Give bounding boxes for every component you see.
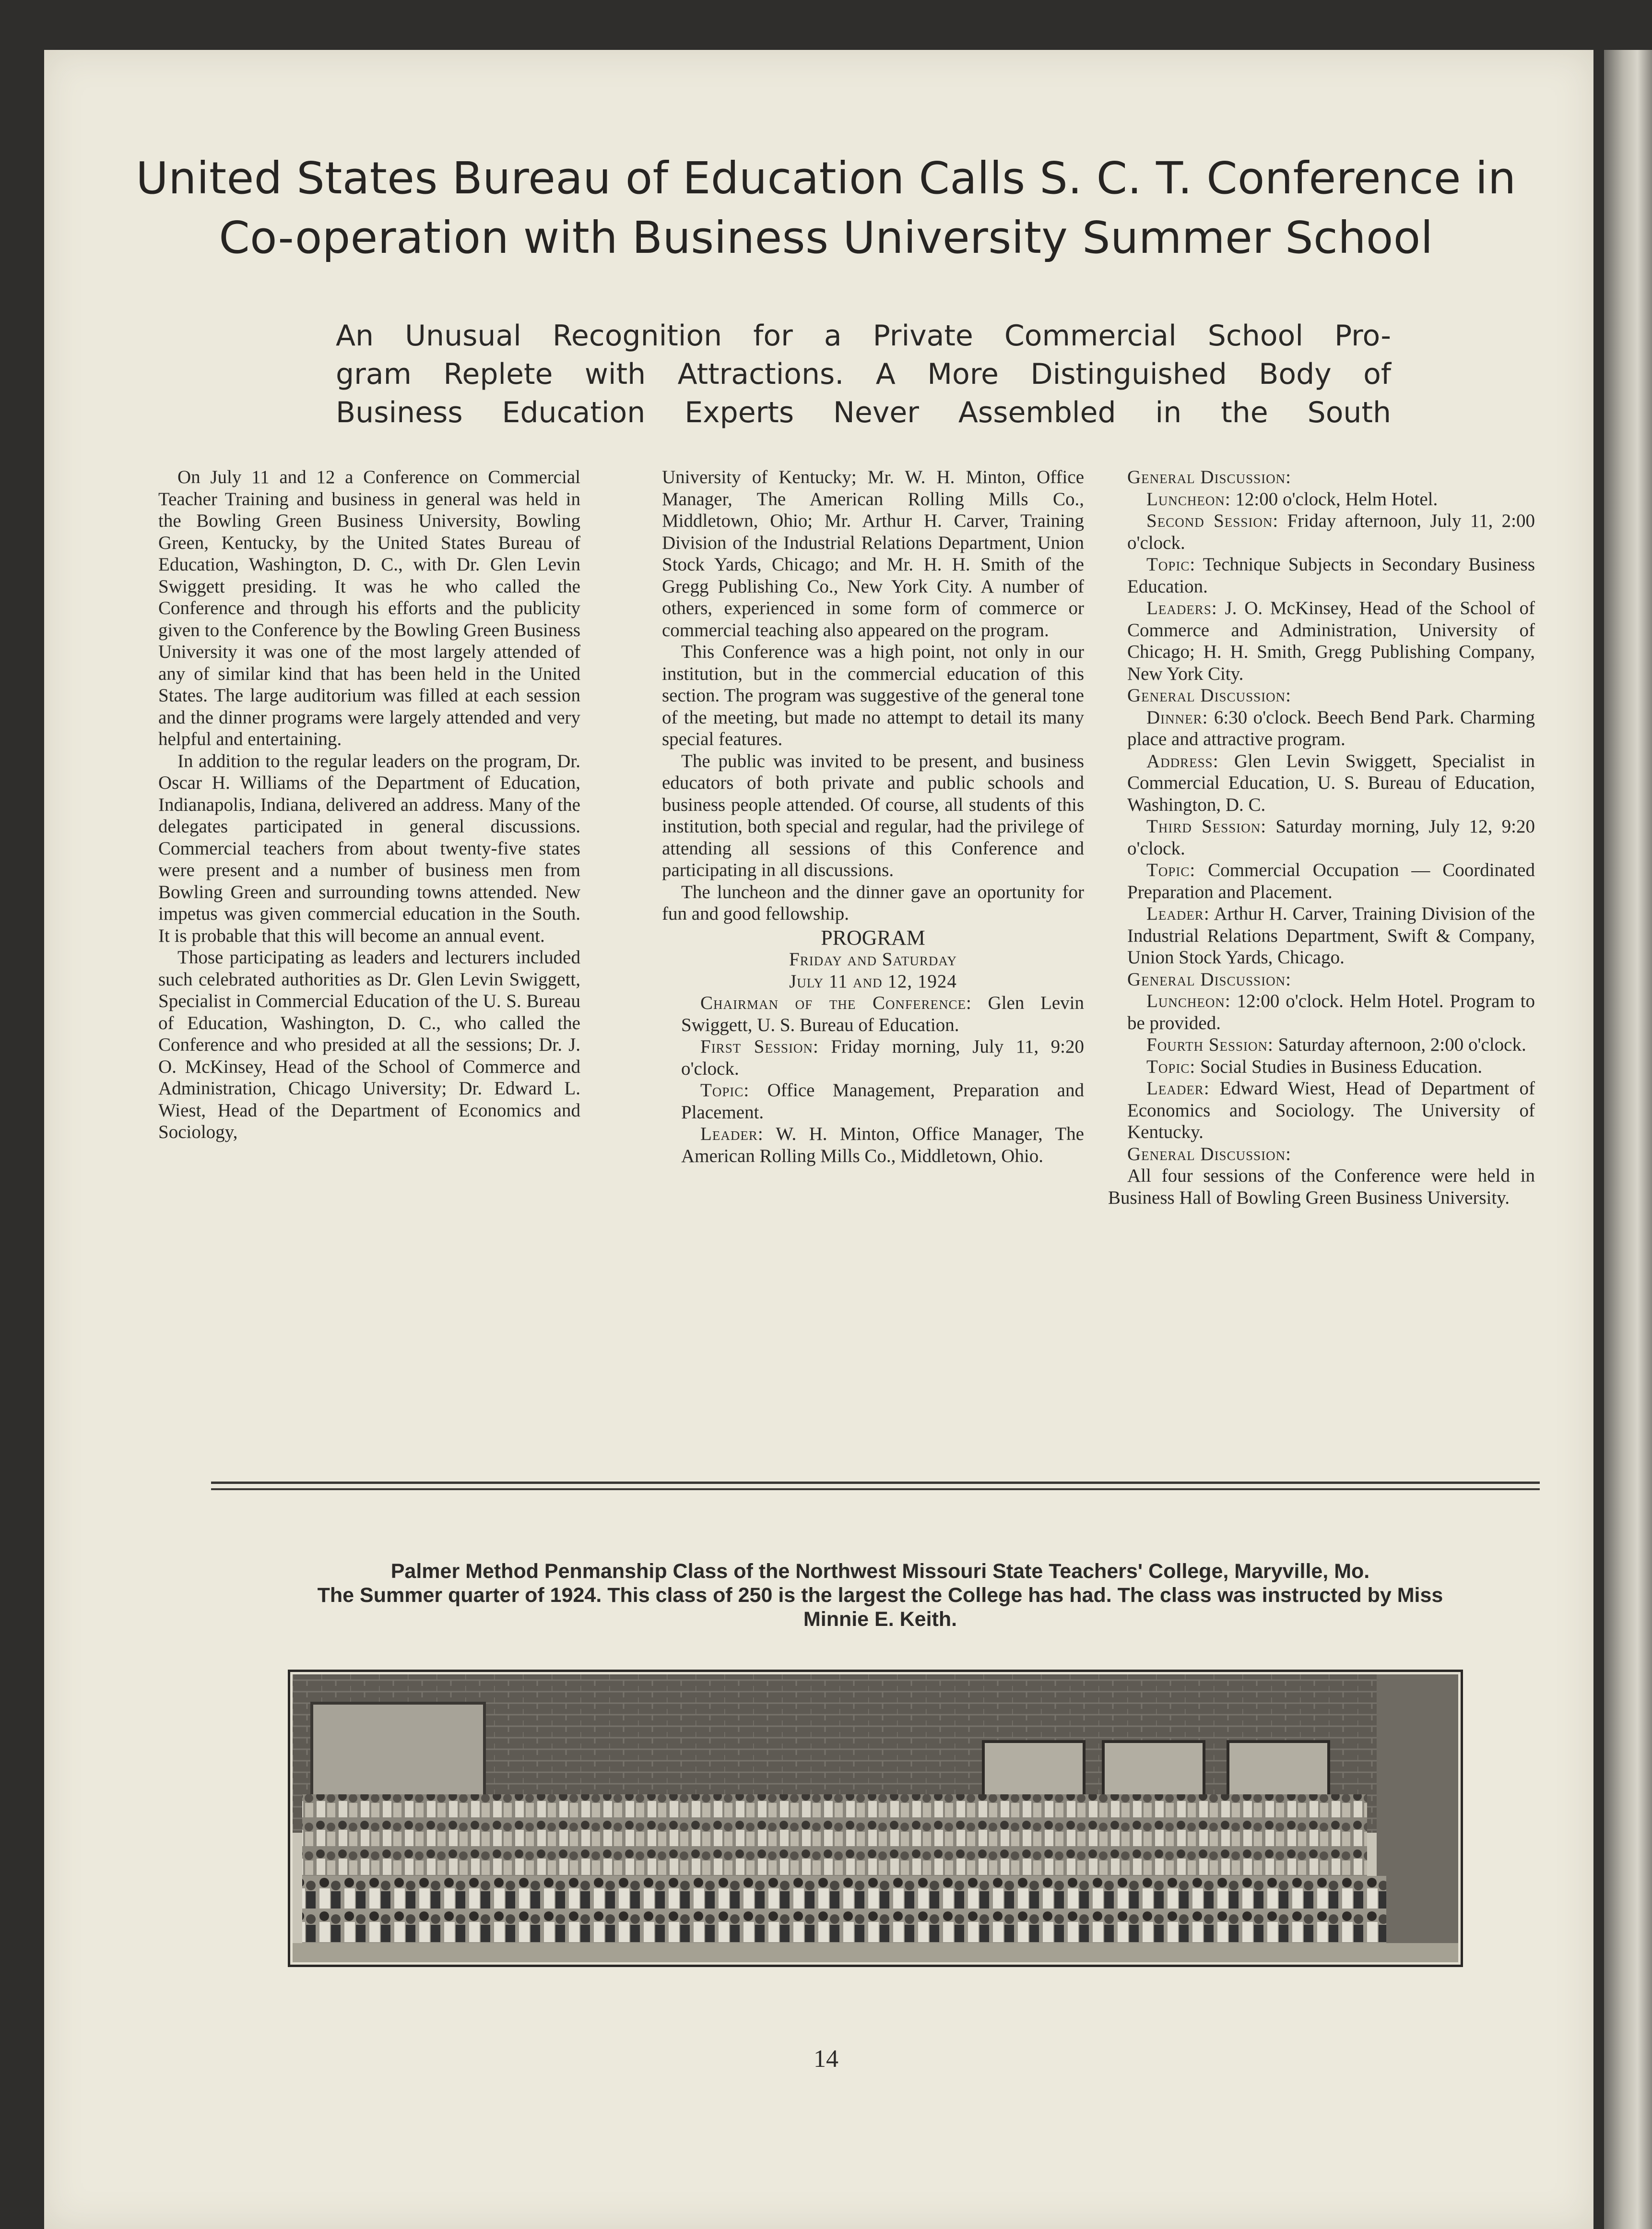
program-entry: Topic: Office Management, Preparation and Placement. (681, 1080, 1084, 1123)
subheadline-line-1: An Unusual Recognition for a Private Commercial School Pro- (336, 319, 1391, 353)
photo-caption (307, 1559, 1453, 1631)
program-entry: Topic: Technique Subjects in Secondary Business Education. (1127, 554, 1535, 597)
article-column-3 (1108, 466, 1535, 1209)
paragraph: Those participating as leaders and lecturers included such celebrated authorities as Dr. Glen Levin Swiggett, Specialist in Commercial Education of the U. S. Bureau of Education, Washington, D. C., who called the Conference and who presided at all the sessions; Dr. J. O. McKinsey, Head of the School of Commerce and Administration, Chicago University; Dr. Edward L. Wiest, Head of the Department of Economics and Sociology, (158, 947, 580, 1142)
program-entry: General Discussion: (1127, 969, 1291, 990)
program-entry: Leader: Edward Wiest, Head of Department of Economics and Sociology. The University of Kentucky. (1127, 1078, 1535, 1142)
program-entry: Luncheon: 12:00 o'clock, Helm Hotel. (1146, 488, 1438, 510)
program-entry: General Discussion: (1127, 685, 1291, 706)
subheadline (336, 317, 1391, 432)
article-column-1 (158, 466, 580, 1143)
headline-line-2: Co-operation with Business University Summer School (219, 212, 1433, 263)
paragraph: The luncheon and the dinner gave an oportunity for fun and good fellowship. (662, 881, 1084, 924)
program-entry: General Discussion: (1127, 467, 1291, 487)
paragraph: In addition to the regular leaders on the program, Dr. Oscar H. Williams of the Department of Education, Indianapolis, Indiana, delivered an address. Many of the delegates participated in general discussions. Commercial teachers from about twenty-five states were present and a number of business men from Bowling Green and surrounding towns attended. New impetus was given commercial education in the South. It is probable that this will become an annual event. (158, 750, 580, 946)
caption-line-1: Palmer Method Penmanship Class of the Northwest Missouri State Teachers' College, Maryville, Mo. (390, 1560, 1370, 1583)
page-edge (1604, 50, 1652, 2229)
program-entry: Chairman of the Conference: Glen Levin Swiggett, U. S. Bureau of Education. (681, 993, 1084, 1035)
program-entry: Luncheon: 12:00 o'clock. Helm Hotel. Program to be provided. (1127, 991, 1535, 1033)
program-entry: Dinner: 6:30 o'clock. Beech Bend Park. Charming place and attractive program. (1127, 707, 1535, 749)
program-entry: Leader: Arthur H. Carver, Training Division of the Industrial Relations Department, Swift & Company, Union Stock Yards, Chicago. (1127, 903, 1535, 968)
article-column-2 (662, 466, 1084, 1167)
program-entry: Topic: Social Studies in Business Education. (1146, 1056, 1483, 1077)
paragraph: University of Kentucky; Mr. W. H. Minton, Office Manager, The American Rolling Mills Co., Middletown, Ohio; Mr. Arthur H. Carver, Training Division of the Industrial Relations Department, Union Stock Yards, Chicago; and Mr. H. H. Smith of the Gregg Publishing Co., New York City. A number of others, experienced in some form of commerce or commercial teaching also appeared on the program. (662, 467, 1084, 640)
program-entry: Second Session: Friday afternoon, July 11, 2:00 o'clock. (1127, 510, 1535, 553)
divider-rule (211, 1488, 1540, 1490)
group-photo (288, 1670, 1463, 1967)
program-heading: PROGRAM (821, 925, 925, 949)
paragraph: This Conference was a high point, not only in our institution, but in the commercial education of this section. The program was suggestive of the general tone of the meeting, but made no attempt to detail its many special features. (662, 641, 1084, 749)
program-entry: Leaders: J. O. McKinsey, Head of the School of Commerce and Administration, University of Chicago; H. H. Smith, Gregg Publishing Company, New York City. (1127, 598, 1535, 684)
page-number: 14 (814, 2045, 838, 2073)
program-entry: Address: Glen Levin Swiggett, Specialist in Commercial Education, U. S. Bureau of Education, Washington, D. C. (1127, 750, 1535, 815)
paragraph: On July 11 and 12 a Conference on Commercial Teacher Training and business in general was held in the Bowling Green Business University, Bowling Green, Kentucky, by the United States Bureau of Education, Washington, D. C., with Dr. Glen Levin Swiggett presiding. It was he who called the Conference and through his efforts and the publicity given to the Conference by the Bowling Green Business University it was one of the most largely attended of any of similar kind that has been held in the United States. The large auditorium was filled at each session and the dinner programs were largely attended and very helpful and entertaining. (158, 467, 580, 749)
program-dates: July 11 and 12, 1924 (789, 971, 957, 992)
program-entry: Fourth Session: Saturday afternoon, 2:00 o'clock. (1146, 1034, 1526, 1055)
divider-rule (211, 1482, 1540, 1484)
program-entry: Third Session: Saturday morning, July 12, 9:20 o'clock. (1127, 816, 1535, 859)
subheadline-line-2: gram Replete with Attractions. A More Distinguished Body of (336, 357, 1391, 391)
group-photo-image (293, 1674, 1458, 1962)
program-days: Friday and Saturday (789, 949, 957, 970)
caption-line-2: The Summer quarter of 1924. This class of 250 is the largest the College has had. The class was instructed by Miss Minnie E. Keith. (317, 1584, 1443, 1631)
closing-paragraph: All four sessions of the Conference were held in Business Hall of Bowling Green Business University. (1108, 1165, 1535, 1208)
program-entry: First Session: Friday morning, July 11, 9:20 o'clock. (681, 1036, 1084, 1079)
headline-line-1: United States Bureau of Education Calls S. C. T. Conference in (136, 153, 1516, 204)
paragraph: The public was invited to be present, and business educators of both private and public schools and business people attended. Of course, all students of this institution, both special and regular, had the privilege of attending all sessions of this Conference and participating in all discussions. (662, 750, 1084, 880)
program-entry: General Discussion: (1127, 1143, 1291, 1164)
subheadline-line-3: Business Education Experts Never Assembled in the South (336, 396, 1391, 429)
program-entry: Leader: W. H. Minton, Office Manager, The American Rolling Mills Co., Middletown, Ohio. (681, 1124, 1084, 1166)
program-entry: Topic: Commercial Occupation — Coordinated Preparation and Placement. (1127, 860, 1535, 902)
